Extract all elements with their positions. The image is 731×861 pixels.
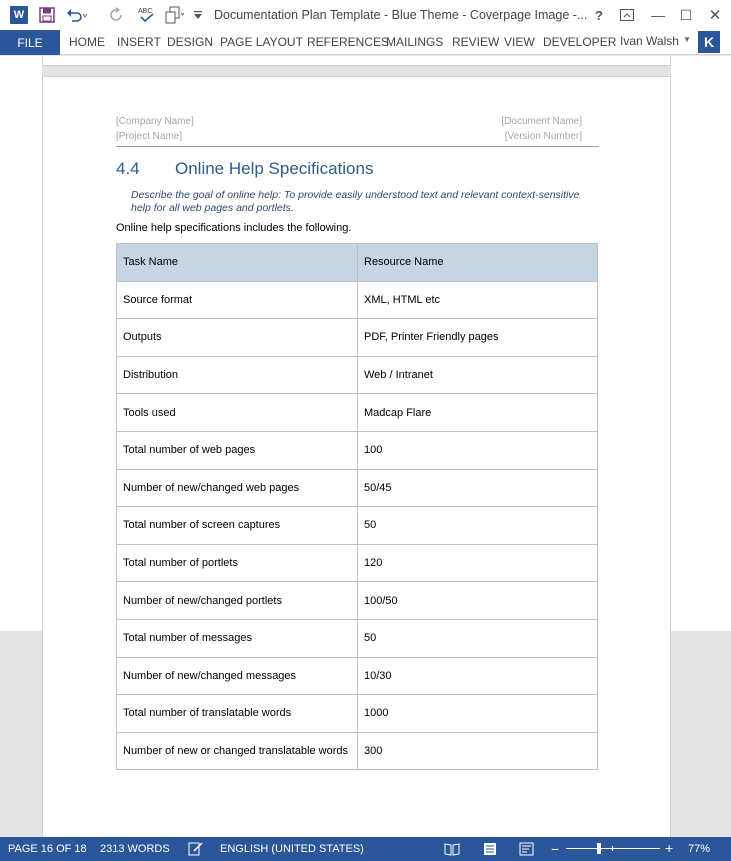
zoom-level[interactable]: 77% (688, 843, 711, 855)
task-name-cell[interactable]: Number of new/changed portlets (117, 582, 358, 620)
print-layout-icon[interactable] (481, 841, 499, 857)
zoom-in-button[interactable]: + (665, 840, 674, 856)
title-bar (0, 0, 731, 30)
tab-page-layout[interactable]: PAGE LAYOUT (220, 35, 303, 49)
resource-name-cell[interactable]: PDF, Printer Friendly pages (358, 319, 598, 357)
canvas-left (0, 56, 42, 631)
resource-name-cell[interactable]: 300 (358, 732, 598, 770)
minimize-icon[interactable]: — (651, 7, 665, 23)
tab-home[interactable]: HOME (69, 35, 105, 49)
resource-name-cell[interactable]: XML, HTML etc (358, 281, 598, 319)
task-name-cell[interactable]: Distribution (117, 356, 358, 394)
resource-name-cell[interactable]: Web / Intranet (358, 356, 598, 394)
redo-icon[interactable] (108, 5, 126, 25)
resource-name-cell[interactable]: 100 (358, 431, 598, 469)
table-row (117, 319, 598, 357)
ribbon-display-icon[interactable] (616, 5, 638, 25)
help-icon[interactable]: ? (595, 7, 603, 23)
table-row (117, 695, 598, 733)
table-row (117, 469, 598, 507)
resource-name-cell[interactable]: 1000 (358, 695, 598, 733)
task-name-cell[interactable]: Number of new or changed translatable words (117, 732, 358, 770)
customize-qat-icon[interactable] (192, 5, 204, 25)
table-row (117, 582, 598, 620)
resource-name-cell[interactable]: 50 (358, 619, 598, 657)
column-header-task-name[interactable]: Task Name (117, 244, 358, 282)
table-row (117, 657, 598, 695)
table-header-row (117, 244, 598, 282)
table-row (117, 281, 598, 319)
task-name-cell[interactable]: Tools used (117, 394, 358, 432)
close-icon[interactable]: ✕ (708, 7, 722, 24)
tab-insert[interactable]: INSERT (117, 35, 161, 49)
status-bar (0, 837, 731, 861)
canvas-right (671, 56, 731, 631)
resource-name-cell[interactable]: 120 (358, 544, 598, 582)
language-indicator[interactable]: ENGLISH (UNITED STATES) (220, 843, 364, 855)
specifications-table[interactable] (116, 243, 598, 770)
header-company-name[interactable]: [Company Name] (116, 116, 194, 127)
task-name-cell[interactable]: Number of new/changed messages (117, 657, 358, 695)
tab-mailings[interactable]: MAILINGS (386, 35, 444, 49)
section-number[interactable]: 4.4 (116, 159, 140, 178)
resource-name-cell[interactable]: Madcap Flare (358, 394, 598, 432)
zoom-slider-center-mark (612, 846, 613, 851)
resource-name-cell[interactable]: 100/50 (358, 582, 598, 620)
header-project-name[interactable]: [Project Name] (116, 131, 183, 142)
word-count[interactable]: 2313 WORDS (100, 843, 170, 855)
table-row (117, 394, 598, 432)
task-name-cell[interactable]: Total number of web pages (117, 431, 358, 469)
task-name-cell[interactable]: Total number of portlets (117, 544, 358, 582)
previous-page[interactable] (42, 56, 671, 66)
svg-text:ABC: ABC (138, 8, 153, 15)
zoom-out-button[interactable]: − (551, 841, 560, 857)
tab-review[interactable]: REVIEW (452, 35, 500, 49)
maximize-icon[interactable]: ☐ (679, 6, 693, 23)
table-row (117, 431, 598, 469)
tab-developer[interactable]: DEVELOPER (543, 35, 617, 49)
table-row (117, 507, 598, 545)
tab-references[interactable]: REFERENCES (307, 35, 390, 49)
touch-mode-icon[interactable] (164, 5, 186, 25)
undo-icon[interactable] (66, 5, 88, 25)
word-icon[interactable]: W (9, 5, 29, 25)
section-description[interactable]: Describe the goal of online help: To provide easily understood text and relevant context-sensitive help for all web pages and portlets. (131, 189, 580, 214)
proofing-icon[interactable] (187, 841, 205, 857)
intro-paragraph[interactable]: Online help specifications includes the following. (116, 222, 352, 234)
tab-design[interactable]: DESIGN (167, 35, 214, 49)
table-row (117, 619, 598, 657)
column-header-resource-name[interactable]: Resource Name (358, 244, 598, 282)
read-mode-icon[interactable] (443, 841, 461, 857)
task-name-cell[interactable]: Source format (117, 281, 358, 319)
window-title: Documentation Plan Template - Blue Theme - Coverpage Image -... (214, 8, 588, 22)
section-title[interactable]: Online Help Specifications (175, 159, 374, 178)
resource-name-cell[interactable]: 10/30 (358, 657, 598, 695)
document-area[interactable] (0, 56, 731, 837)
table-row (117, 732, 598, 770)
page-indicator[interactable]: PAGE 16 OF 18 (8, 843, 87, 855)
avatar[interactable]: K (698, 31, 720, 53)
save-icon[interactable] (38, 5, 56, 25)
spelling-abc-icon[interactable] (137, 5, 157, 25)
task-name-cell[interactable]: Total number of translatable words (117, 695, 358, 733)
tab-file[interactable]: FILE (0, 30, 60, 55)
resource-name-cell[interactable]: 50/45 (358, 469, 598, 507)
resource-name-cell[interactable]: 50 (358, 507, 598, 545)
table-row (117, 544, 598, 582)
header-version-number[interactable]: [Version Number] (504, 131, 582, 142)
zoom-slider-thumb[interactable] (597, 843, 601, 854)
ribbon-tabs (0, 30, 731, 55)
header-document-name[interactable]: [Document Name] (501, 116, 582, 127)
web-layout-icon[interactable] (518, 841, 536, 857)
task-name-cell[interactable]: Total number of messages (117, 619, 358, 657)
zoom-slider-track[interactable] (566, 848, 660, 849)
user-name[interactable]: Ivan Walsh (620, 34, 679, 48)
document-page[interactable] (42, 76, 671, 837)
user-dropdown-icon[interactable]: ▼ (683, 35, 691, 44)
task-name-cell[interactable]: Outputs (117, 319, 358, 357)
task-name-cell[interactable]: Total number of screen captures (117, 507, 358, 545)
tab-view[interactable]: VIEW (504, 35, 535, 49)
header-rule (116, 146, 599, 147)
table-row (117, 356, 598, 394)
task-name-cell[interactable]: Number of new/changed web pages (117, 469, 358, 507)
